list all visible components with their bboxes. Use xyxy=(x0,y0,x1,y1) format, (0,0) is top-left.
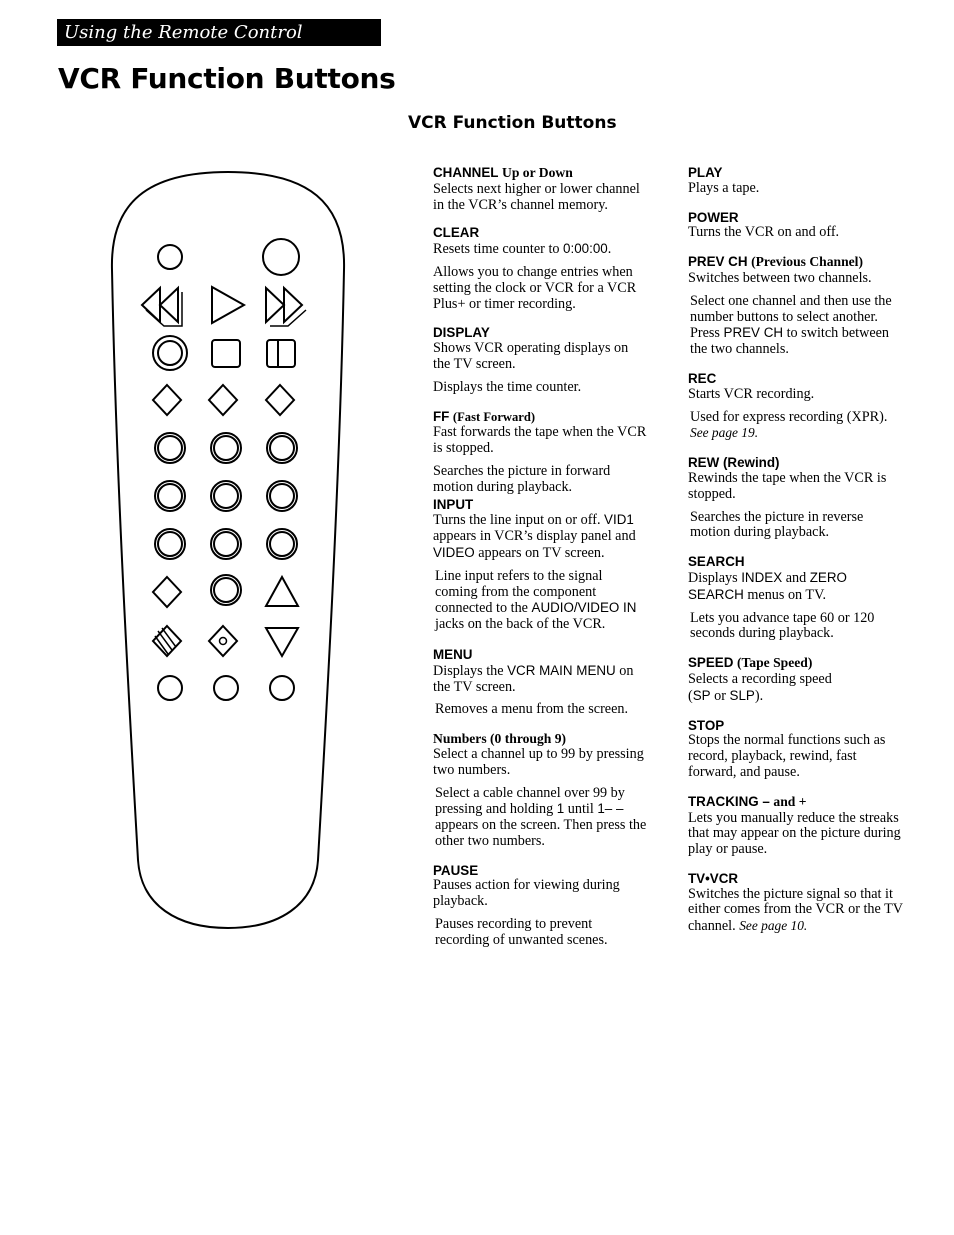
fast-forward-button-icon xyxy=(266,288,306,326)
small-round-button-icon xyxy=(270,676,294,700)
rewind-button-icon xyxy=(142,288,182,326)
desc-stop: Stops the normal functions such as record, playback, rewind, fast forward, and pause. xyxy=(688,732,886,780)
power-button-icon xyxy=(263,239,299,275)
entry-stop xyxy=(688,718,903,781)
desc-speed-options: (SP or SLP). xyxy=(688,687,764,704)
desc-clear: Resets time counter to 0:00:00. xyxy=(433,241,612,258)
entry-tracking xyxy=(688,794,903,858)
note-numbers: Select a cable channel over 99 by pressing and holding 1 until 1– – appears on the screen. Then press the other two numbers. xyxy=(435,784,647,849)
desc-numbers: Select a channel up to 99 by pressing two numbers. xyxy=(433,745,644,778)
note-prev-ch: Select one channel and then use the number buttons to select another. Press PREV CH to switch between the two channels. xyxy=(690,292,892,358)
striped-diamond-button-icon xyxy=(153,626,181,656)
term-ff: FF xyxy=(433,408,450,424)
desc-rew: Rewinds the tape when the VCR is stopped. xyxy=(688,469,887,502)
entry-menu xyxy=(433,647,648,718)
note-ff: Searches the picture in forward motion during playback. xyxy=(433,462,611,495)
term-rew: REW (Rewind) xyxy=(688,455,780,471)
entry-numbers xyxy=(433,731,648,850)
remote-body-outline xyxy=(112,172,344,928)
section-header-label: Using the Remote Control xyxy=(64,22,303,43)
note-rew: Searches the picture in reverse motion during playback. xyxy=(690,508,864,541)
desc-tv-vcr: Switches the picture signal so that it either comes from the VCR or the TV channel. See page 10. xyxy=(688,885,903,935)
diamond-button-icon xyxy=(153,385,181,415)
term-search: SEARCH xyxy=(688,554,745,570)
note-display: Displays the time counter. xyxy=(433,378,582,395)
term-rec: REC xyxy=(688,370,717,386)
note-search: Lets you advance tape 60 or 120 seconds during playback. xyxy=(690,609,875,642)
term-tracking: TRACKING – xyxy=(688,793,770,809)
play-button-icon xyxy=(212,287,244,323)
entry-play xyxy=(688,165,903,197)
qualifier-ff: (Fast Forward) xyxy=(452,409,536,424)
desc-menu: Displays the VCR MAIN MENU on the TV screen. xyxy=(433,662,634,695)
entry-clear xyxy=(433,225,648,312)
entry-pause xyxy=(433,863,648,949)
remote-control-illustration xyxy=(108,160,348,940)
section-title: VCR Function Buttons xyxy=(408,113,617,133)
desc-display: Shows VCR operating displays on the TV screen. xyxy=(433,340,629,372)
desc-channel: Selects next higher or lower channel in the VCR’s channel memory. xyxy=(433,180,640,213)
number-button-icon xyxy=(155,433,297,605)
term-display: DISPLAY xyxy=(433,325,490,341)
desc-pause: Pauses action for viewing during playback. xyxy=(433,877,620,910)
term-channel: CHANNEL xyxy=(433,165,499,180)
term-menu: MENU xyxy=(433,646,473,662)
record-button-icon xyxy=(153,336,187,370)
pause-button-icon xyxy=(267,340,295,367)
term-stop: STOP xyxy=(688,717,725,733)
entry-search xyxy=(688,554,903,642)
diamond-button-icon xyxy=(153,577,181,607)
entry-ff xyxy=(433,409,648,496)
term-numbers: Numbers (0 through 9) xyxy=(433,731,567,747)
diamond-button-icon xyxy=(209,385,237,415)
note-pause: Pauses recording to prevent recording of unwanted scenes. xyxy=(435,916,608,948)
desc-play: Plays a tape. xyxy=(688,179,760,196)
qualifier-channel: Up or Down xyxy=(502,165,573,180)
qualifier-tracking: and + xyxy=(773,793,807,809)
qualifier-speed: (Tape Speed) xyxy=(736,655,813,671)
section-header xyxy=(57,19,381,46)
channel-down-icon xyxy=(266,628,298,656)
note-rec: Used for express recording (XPR). See page 19. xyxy=(690,408,888,441)
descriptions-column-right xyxy=(688,165,903,935)
entry-channel xyxy=(433,165,648,213)
note-menu: Removes a menu from the screen. xyxy=(435,701,629,718)
term-input: INPUT xyxy=(433,496,474,512)
qualifier-prev-ch: (Previous Channel) xyxy=(751,254,863,270)
entry-speed xyxy=(688,655,903,704)
desc-prev-ch: Switches between two channels. xyxy=(688,269,872,286)
term-clear: CLEAR xyxy=(433,225,480,241)
desc-ff: Fast forwards the tape when the VCR is stopped. xyxy=(433,424,647,457)
term-play: PLAY xyxy=(688,165,723,180)
desc-search: Displays INDEX and ZERO SEARCH menus on TV. xyxy=(688,569,847,603)
channel-up-icon xyxy=(266,577,298,606)
term-pause: PAUSE xyxy=(433,862,479,878)
entry-tv-vcr xyxy=(688,871,903,935)
desc-speed: Selects a recording speed xyxy=(688,670,832,687)
entry-prev-ch xyxy=(688,254,903,358)
diamond-button-icon xyxy=(266,385,294,415)
descriptions-column-left xyxy=(433,165,648,949)
term-power: POWER xyxy=(688,209,739,225)
entry-rec xyxy=(688,371,903,442)
desc-power: Turns the VCR on and off. xyxy=(688,224,840,241)
term-prev-ch: PREV CH xyxy=(688,254,748,270)
note-input: Line input refers to the signal coming from the component connected to the AUDIO/VIDEO IN jacks on the back of the VCR. xyxy=(435,567,637,633)
small-round-button-icon xyxy=(158,676,182,700)
desc-tracking: Lets you manually reduce the streaks that may appear on the picture during play or pause. xyxy=(688,809,901,858)
entry-rew xyxy=(688,455,903,541)
desc-input: Turns the line input on or off. VID1 appears in VCR’s display panel and VIDEO appears on TV screen. xyxy=(433,512,636,561)
small-button-icon xyxy=(158,245,182,269)
stop-button-icon xyxy=(212,340,240,367)
entry-display xyxy=(433,325,648,395)
entry-input xyxy=(433,497,648,633)
term-tv-vcr: TV•VCR xyxy=(688,870,739,886)
term-speed: SPEED xyxy=(688,655,734,671)
tv-vcr-button-icon xyxy=(209,626,237,656)
page-title: VCR Function Buttons xyxy=(58,62,396,95)
entry-power xyxy=(688,210,903,242)
small-round-button-icon xyxy=(214,676,238,700)
desc-rec: Starts VCR recording. xyxy=(688,385,815,402)
note-clear: Allows you to change entries when setting the clock or VCR for a VCR Plus+ or timer recording. xyxy=(433,263,637,312)
